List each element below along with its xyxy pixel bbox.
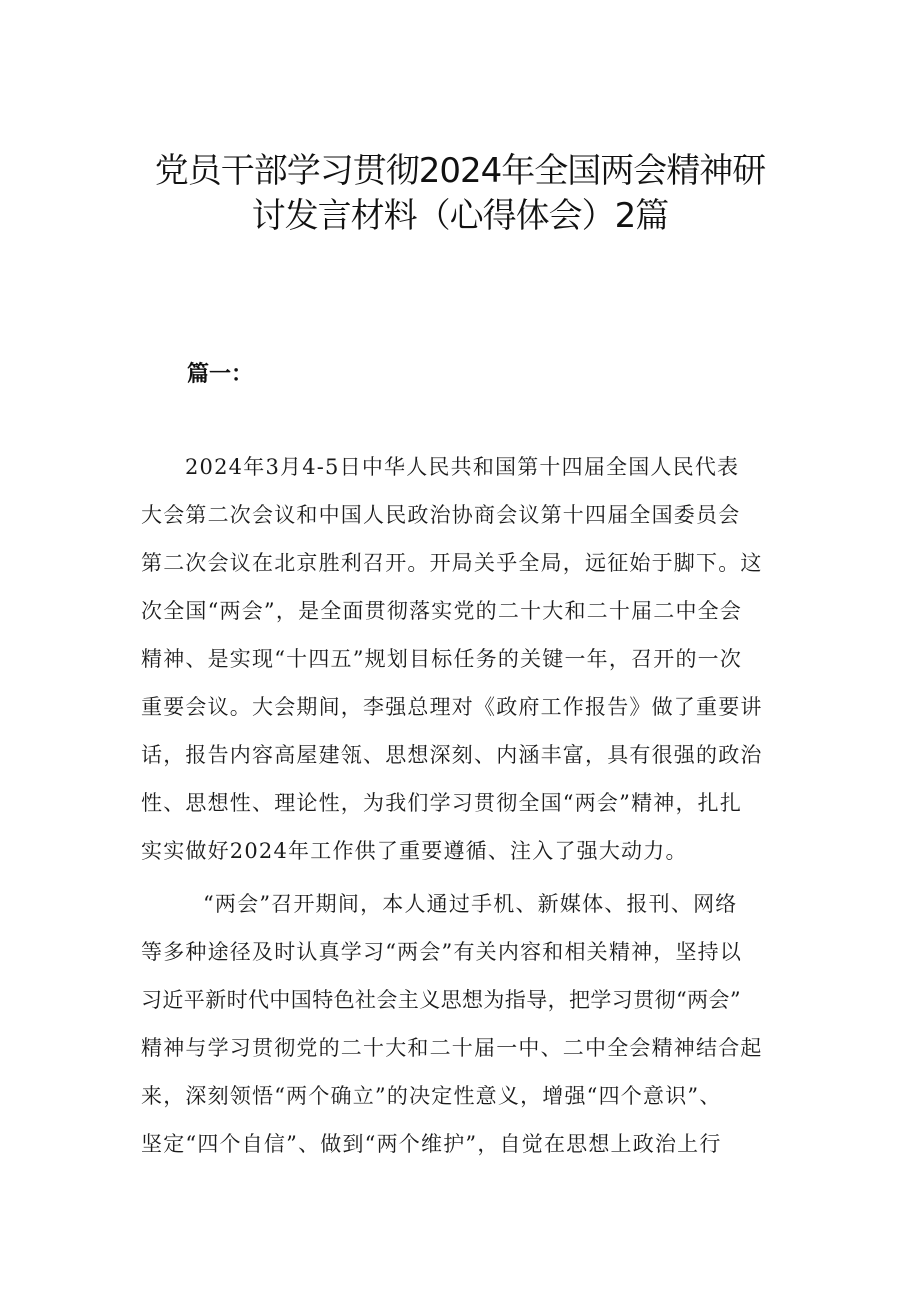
paragraph-line: 第二次会议在北京胜利召开。开局关乎全局，远征始于脚下。这 [141,551,763,575]
paragraph-line: 来，深刻领悟“两个确立”的决定性意义，增强“四个意识”、 [141,1084,722,1108]
document-title-line-2: 讨发言材料（心得体会）2篇 [251,196,669,236]
paragraph-line: 性、思想性、理论性，为我们学习贯彻全国“两会”精神，扎扎 [141,791,743,815]
paragraph-line: 话，报告内容高屋建瓴、思想深刻、内涵丰富，具有很强的政治 [141,743,763,767]
paragraph-line: 精神、是实现“十四五”规划目标任务的关键一年，召开的一次 [141,647,743,671]
paragraph-line: 坚定“四个自信”、做到“两个维护”，自觉在思想上政治上行 [141,1132,722,1156]
paragraph-line: 2024年3月4-5日中华人民共和国第十四届全国人民代表 [185,455,740,479]
paragraph-1 [141,443,781,875]
paragraph-line: “两会”召开期间，本人通过手机、新媒体、报刊、网络 [203,892,738,916]
paragraph-line: 等多种途径及时认真学习“两会”有关内容和相关精神，坚持以 [141,940,743,964]
paragraph-line: 习近平新时代中国特色社会主义思想为指导，把学习贯彻“两会” [141,988,742,1012]
paragraph-line: 重要会议。大会期间，李强总理对《政府工作报告》做了重要讲 [141,695,763,719]
paragraph-line: 精神与学习贯彻党的二十大和二十届一中、二中全会精神结合起 [141,1036,763,1060]
paragraph-2 [141,880,781,1168]
paragraph-line: 大会第二次会议和中国人民政治协商会议第十四届全国委员会 [141,503,741,527]
document-title-line-1: 党员干部学习贯彻2024年全国两会精神研 [154,151,766,191]
paragraph-line: 实实做好2024年工作供了重要遵循、注入了强大动力。 [141,839,688,863]
section-label: 篇一： [187,362,254,387]
paragraph-line: 次全国“两会”，是全面贯彻落实党的二十大和二十届二中全会 [141,599,743,623]
